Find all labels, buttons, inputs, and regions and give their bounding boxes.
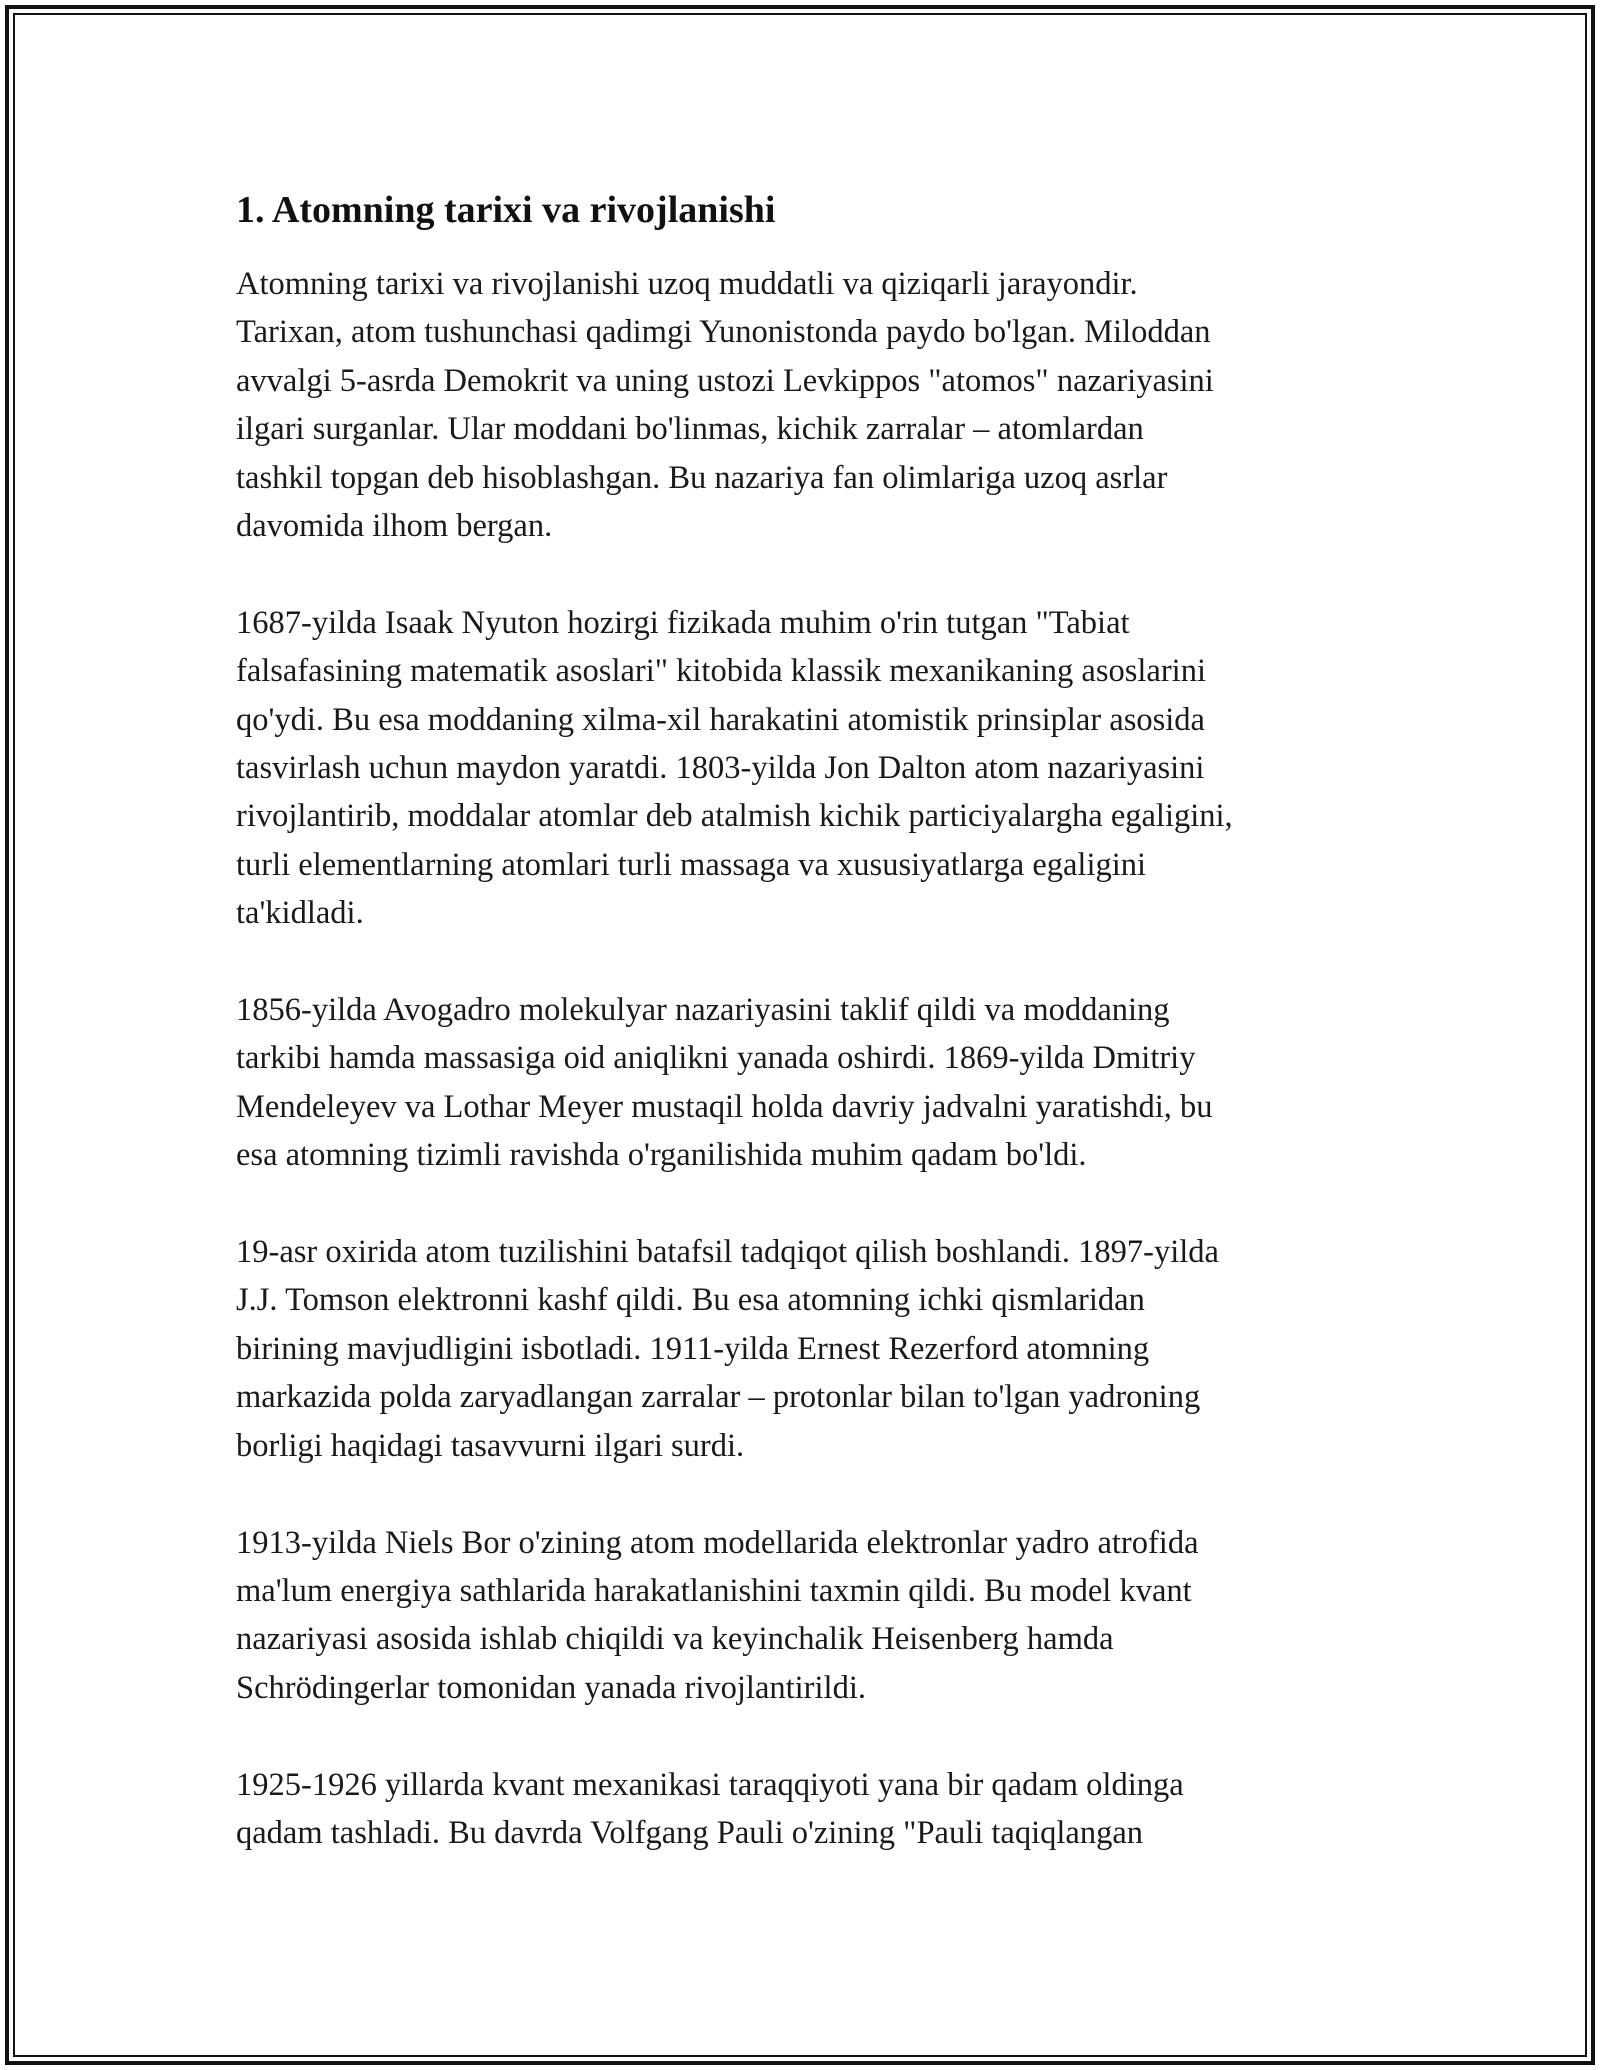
text-line: 1925-1926 yillarda kvant mexanikasi taraqqiyoti yana bir qadam oldinga xyxy=(236,1766,1184,1803)
text-line: ilgari surganlar. Ular moddani bo'linmas, kichik zarralar – atomlardan xyxy=(236,411,1144,448)
section-heading: 1. Atomning tarixi va rivojlanishi xyxy=(236,189,776,231)
text-line: tarkibi hamda massasiga oid aniqlikni yanada oshirdi. 1869-yilda Dmitriy xyxy=(236,1040,1196,1077)
text-line: Tarixan, atom tushunchasi qadimgi Yunonistonda paydo bo'lgan. Miloddan xyxy=(236,314,1211,351)
text-line: ma'lum energiya sathlarida harakatlanishini taxmin qildi. Bu model kvant xyxy=(236,1572,1192,1609)
text-line: falsafasining matematik asoslari" kitobida klassik mexanikaning asoslarini xyxy=(236,653,1206,690)
paragraph-6 xyxy=(236,1761,1376,1858)
text-line: 1856-yilda Avogadro molekulyar nazariyasini taklif qildi va moddaning xyxy=(236,992,1170,1029)
text-line: Mendeleyev va Lothar Meyer mustaqil holda davriy jadvalni yaratishdi, bu xyxy=(236,1088,1213,1125)
text-line: markazida polda zaryadlangan zarralar – protonlar bilan to'lgan yadroning xyxy=(236,1379,1201,1416)
text-line: Schrödingerlar tomonidan yanada rivojlantirildi. xyxy=(236,1669,866,1706)
paragraph-5 xyxy=(236,1519,1376,1713)
text-line: J.J. Tomson elektronni kashf qildi. Bu esa atomning ichki qismlaridan xyxy=(236,1282,1145,1319)
text-line: borligi haqidagi tasavvurni ilgari surdi. xyxy=(236,1427,745,1464)
paragraph-3 xyxy=(236,986,1376,1180)
text-line: ta'kidladi. xyxy=(236,895,364,932)
document-body xyxy=(236,186,1376,1857)
text-line: 1913-yilda Niels Bor o'zining atom modellarida elektronlar yadro atrofida xyxy=(236,1524,1199,1561)
text-line: avvalgi 5-asrda Demokrit va uning ustozi Levkippos "atomos" nazariyasini xyxy=(236,362,1214,399)
text-line: esa atomning tizimli ravishda o'rganilishida muhim qadam bo'ldi. xyxy=(236,1137,1087,1174)
text-line: 1687-yilda Isaak Nyuton hozirgi fizikada muhim o'rin tutgan "Tabiat xyxy=(236,604,1130,641)
text-line: nazariyasi asosida ishlab chiqildi va keyinchalik Heisenberg hamda xyxy=(236,1621,1114,1658)
text-line: davomida ilhom bergan. xyxy=(236,508,553,545)
paragraph-1 xyxy=(236,260,1376,550)
text-line: qo'ydi. Bu esa moddaning xilma-xil harakatini atomistik prinsiplar asosida xyxy=(236,701,1205,738)
text-line: Atomning tarixi va rivojlanishi uzoq muddatli va qiziqarli jarayondir. xyxy=(236,266,1138,302)
text-line: turli elementlarning atomlari turli massaga va xususiyatlarga egaligini xyxy=(236,846,1147,883)
text-line: rivojlantirib, moddalar atomlar deb atalmish kichik particiyalargha egaligini, xyxy=(236,798,1233,835)
text-line: tashkil topgan deb hisoblashgan. Bu nazariya fan olimlariga uzoq asrlar xyxy=(236,459,1168,496)
text-line: tasvirlash uchun maydon yaratdi. 1803-yilda Jon Dalton atom nazariyasini xyxy=(236,750,1205,787)
paragraph-2 xyxy=(236,599,1376,938)
text-line: 19-asr oxirida atom tuzilishini batafsil tadqiqot qilish boshlandi. 1897-yilda xyxy=(236,1234,1219,1271)
text-line: qadam tashladi. Bu davrda Volfgang Pauli o'zining "Pauli taqiqlangan xyxy=(236,1814,1144,1851)
paragraph-4 xyxy=(236,1228,1376,1470)
text-line: birining mavjudligini isbotladi. 1911-yilda Ernest Rezerford atomning xyxy=(236,1330,1150,1367)
